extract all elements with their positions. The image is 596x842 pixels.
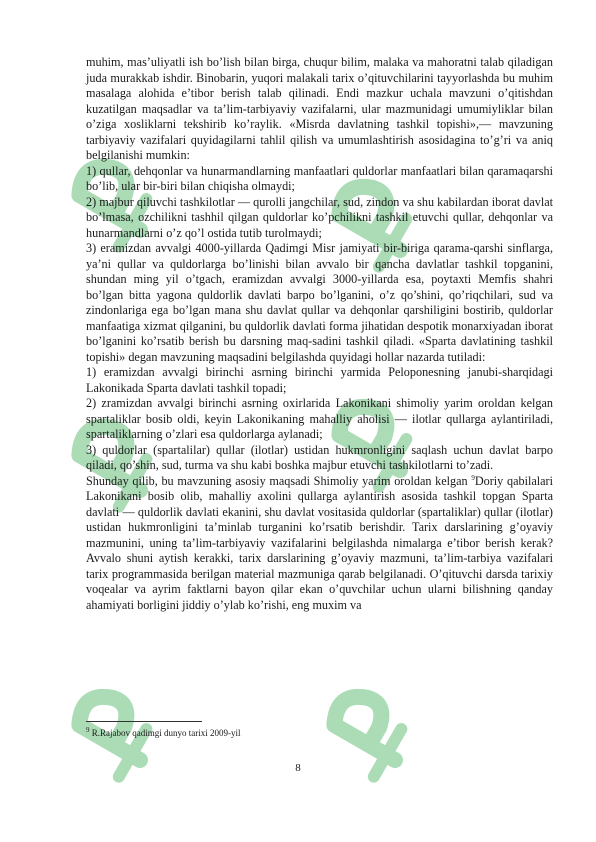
sparta-list-item-1: 1) eramizdan avvalgi birinchi asrning birinchi yarmida Peloponesning janubi-sharqidagi Lakonikada Sparta davlati tashkil topadi; [86, 365, 553, 395]
paragraph-intro: muhim, mas’uliyatli ish bo’lish bilan birga, chuqur bilim, malaka va mahoratni talab qiladigan juda murakkab ishdir. Binobarin, yuqori malakali tarix o’qituvchilarini tayyorlashda bu muhim masalaga alohida e’tibor berish talab qilinadi. Endi mazkur uchala mavzuni o’qitishdan kuzatilgan maqsadlar va ta’lim-tarbiyaviy vazifalarni, ular mazmunidagi umumiyliklar bilan o’ziga xosliklarni tekshirib ko’raylik. «Misrda davlatning tashkil topishi»,— mavzuning tarbiyaviy vazifalari quyidagilarni tahlil qilish va umumlashtirish asosidagina to’g’ri va aniq belgilanishi mumkin: [86, 55, 553, 162]
sparta-list-item-3: 3) quldorlar (spartalilar) qullar (ilotlar) ustidan hukmronligini saqlash uchun davlat barpo qiladi, qo’shin, sud, turma va shu kabi boshka majbur etuvchi tashkilotlarni to’zadi. [86, 442, 553, 472]
sparta-list-item-2: 2) zramizdan avvalgi birinchi asrning oxirlarida Lakonikani shimoliy yarim oroldan kelgan spartaliklar bosib oldi, keyin Lakonikaning mahalliy aholisi — ilotlar qullarga aylantiriladi, spartaliklarning o’zlari esa quldorlarga aylanadi; [86, 396, 553, 441]
document-body [86, 55, 553, 613]
footnote-reference[interactable]: 9 [471, 473, 475, 482]
footnote-marker: 9 [86, 726, 90, 734]
footnote [86, 728, 240, 739]
list-item-1: 1) qullar, dehqonlar va hunarmandlarning manfaatlari quldorlar manfaatlari bilan qaramaqarshi bo’lib, ular bir-biri bilan chiqisha olmaydi; [86, 163, 553, 193]
footnote-text: R.Rajabov qadimgi dunyo tarixi 2009-yil [89, 728, 241, 738]
list-item-3: 3) eramizdan avvalgi 4000-yillarda Qadimgi Misr jamiyati bir-biriga qarama-qarshi sinflarga, ya’ni qullar va quldorlarga bo’linishi bilan avvalo bir qancha davlatlar tashkil topganini, shundan ming yil o’tgach, eramizdan avvalgi 3000-yillarda esa, poytaxti Memfis shahri bo’lgan bitta yagona quldorlik davlati barpo bo’lganini, o’z qo’shini, qo’riqchilari, sud va zindonlariga ega bo’lgan mana shu davlat qullar va dehqonlar qarshiligini bostirib, quldorlar manfaatiga xizmat qilganini, bu quldorlik davlati forma jihatidan despotik monarxiyadan iborat bo’lganini ko’rsatib berish bu darsning maq-sadini tashkil qiladi. «Sparta davlatining tashkil topishi» degan mavzuning maqsadini belgilashda quyidagi hollar nazarda tutiladi: [86, 241, 553, 364]
paragraph-conclusion [86, 474, 553, 614]
conclusion-text-start: Shunday qilib, bu mavzuning asosiy maqsadi Shimoliy yarim oroldan kelgan [86, 473, 472, 488]
footnote-separator [86, 721, 202, 722]
conclusion-text-end: Doriy qabilalari Lakonikani bosib olib, mahalliy axolini qullarga aylantirish asosida tashkil topgan Sparta davlati — quldorlik davlati ekanini, shu davlat vositasida quldorlar (spartaliklar) qullar (ilotlar) ustidan hukmronligini ta’minlab turganini ko’rsatib berishdir. Tarix darslarining g’oyaviy mazmunini, uning ta’lim-tarbiyaviy vazifalarini belgilashda nimalarga e’tibor berish kerak? Avvalo shuni aytish kerakki, tarix darslarining g’oyaviy mazmuni, ta’lim-tarbiya vazifalari tarix programmasida berilgan material mazmuniga qarab belgilanadi. O’qituvchi darsda tarixiy voqealar va ayrim faktlarni bayon qilar ekan o’quvchilar uchun ularni bilishning qanday ahamiyati borligini jiddiy o’ylab ko’rishi, eng muxim va [86, 473, 553, 612]
page-number: 8 [295, 762, 301, 774]
list-item-2: 2) majbur qiluvchi tashkilotlar — qurolli jangchilar, sud, zindon va shu kabilardan iborat davlat bo’lmasa, ozchilikni tashhil qilgan quldorlar ko’pchilikni tashkil etuvchi qullar, dehqonlar va hunarmandlarni o’z qo’l ostida tutib turolmaydi; [86, 194, 553, 240]
